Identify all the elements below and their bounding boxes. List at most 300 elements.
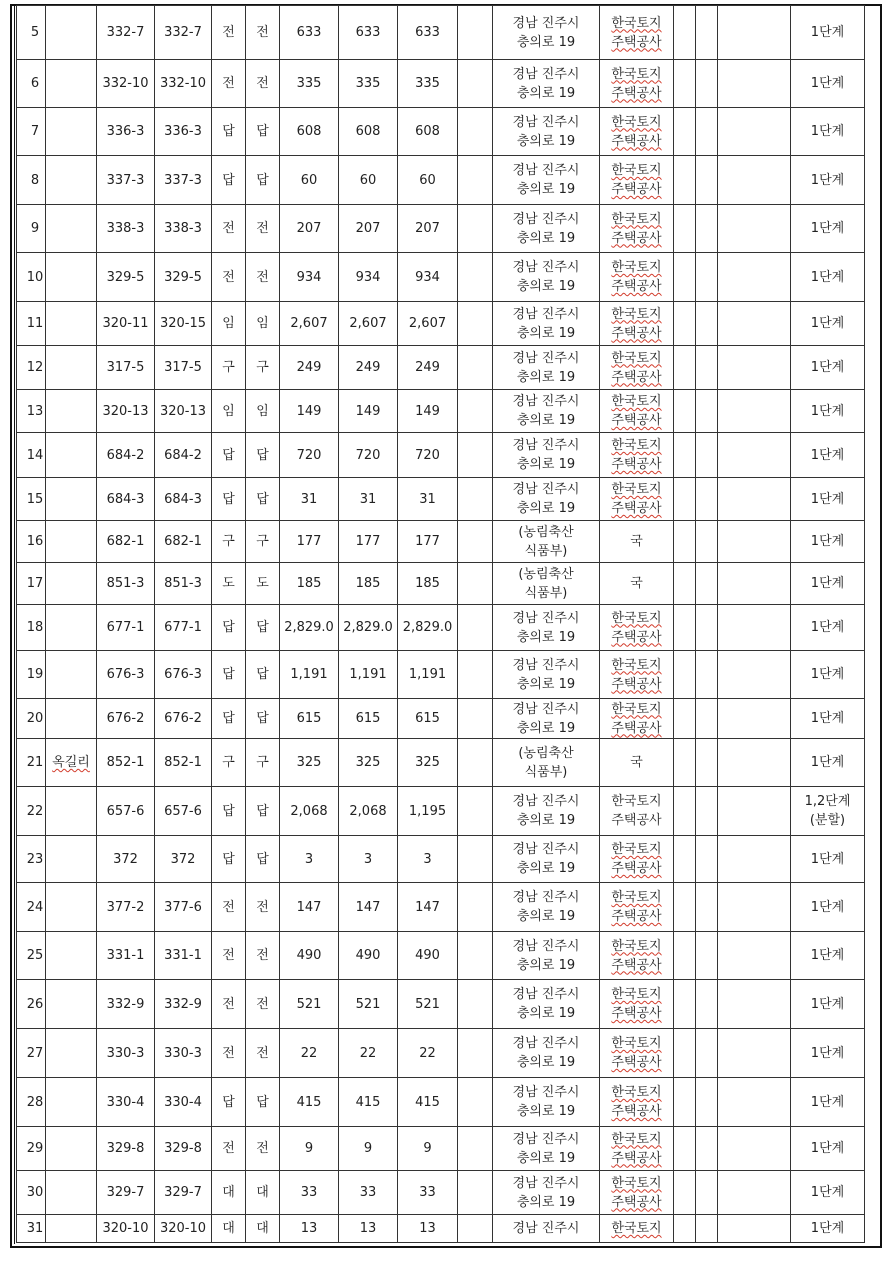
cell-jibun-before xyxy=(97,932,155,980)
area-included: 2,607 xyxy=(408,316,447,331)
owner-name-line: 한국토지 xyxy=(611,1085,662,1100)
owner-address-line: 충의로 19 xyxy=(516,501,576,516)
table-row xyxy=(17,6,865,60)
stage-label: 1단계 xyxy=(810,403,845,419)
jibun-before: 332-9 xyxy=(106,996,145,1012)
jimok-actual: 전 xyxy=(256,899,269,915)
owner-name-line: 한국토지 xyxy=(611,938,662,954)
area-official: 720 xyxy=(355,447,381,463)
cell-jimok-actual xyxy=(246,521,280,563)
owner-address-line: 충의로 19 xyxy=(516,279,576,294)
cell-empty xyxy=(718,1171,791,1215)
area-official: 207 xyxy=(355,221,381,236)
jibun-before: 852-1 xyxy=(106,755,145,770)
area-included: 185 xyxy=(415,576,440,591)
cell-jibun-before xyxy=(97,205,155,253)
cell-jibun-before xyxy=(97,1127,155,1171)
area-official: 608 xyxy=(355,124,381,139)
owner-name-line: 한국토지 xyxy=(611,306,662,322)
cell-empty xyxy=(674,605,696,651)
area-official: 249 xyxy=(355,360,381,375)
cell-empty xyxy=(674,836,696,883)
cell-number xyxy=(17,205,46,253)
cell-area-included xyxy=(398,1127,458,1171)
cell-jibun-after xyxy=(155,1171,212,1215)
cell-jibun-after xyxy=(155,346,212,390)
area-total: 2,068 xyxy=(290,803,328,819)
row-number: 20 xyxy=(26,711,44,726)
cell-jibun-after xyxy=(155,6,212,60)
cell-empty xyxy=(674,108,696,156)
owner-name-line: 한국토지 xyxy=(611,350,662,366)
stage-label: 1단계 xyxy=(810,1185,845,1200)
row-number: 15 xyxy=(26,491,44,507)
jibun-before: 337-3 xyxy=(106,172,145,188)
cell-jibun-after xyxy=(155,563,212,605)
jibun-before: 677-1 xyxy=(106,620,145,635)
cell-owner-address xyxy=(493,980,600,1029)
cell-jibun-after xyxy=(155,739,212,787)
cell-owner-name xyxy=(600,1029,674,1078)
jimok-actual: 답 xyxy=(256,711,269,726)
stage-label: 1단계 xyxy=(810,316,845,331)
cell-jimok-official xyxy=(212,1127,246,1171)
row-number: 14 xyxy=(26,447,44,463)
jimok-official: 구 xyxy=(222,534,235,549)
owner-name-line: 주택공사 xyxy=(611,369,662,385)
cell-empty xyxy=(458,433,493,478)
cell-jibun-before xyxy=(97,1171,155,1215)
area-official: 521 xyxy=(355,996,381,1012)
owner-name-line: 한국토지 xyxy=(611,610,662,626)
owner-name-line: 주택공사 xyxy=(611,279,662,294)
cell-area-included xyxy=(398,787,458,836)
owner-name-line: 주택공사 xyxy=(611,676,662,692)
cell-ri xyxy=(46,6,97,60)
cell-empty xyxy=(458,739,493,787)
cell-empty xyxy=(674,980,696,1029)
cell-area-included xyxy=(398,60,458,108)
stage-label: 1단계 xyxy=(810,620,845,635)
cell-jibun-after xyxy=(155,156,212,205)
cell-owner-name xyxy=(600,1171,674,1215)
cell-jibun-before xyxy=(97,60,155,108)
owner-name-line: 주택공사 xyxy=(611,34,662,50)
area-included: 3 xyxy=(423,851,432,867)
cell-empty xyxy=(696,156,718,205)
owner-address-line: (농림축산 xyxy=(518,745,574,761)
cell-jimok-actual xyxy=(246,156,280,205)
cell-owner-name xyxy=(600,205,674,253)
cell-stage xyxy=(791,6,865,60)
area-total: 9 xyxy=(304,1141,314,1156)
table-row xyxy=(17,60,865,108)
owner-address-line: 경남 진주시 xyxy=(512,211,580,227)
cell-empty xyxy=(696,108,718,156)
cell-area-included xyxy=(398,1029,458,1078)
cell-jibun-before xyxy=(97,108,155,156)
table-row xyxy=(17,605,865,651)
owner-name-line: 주택공사 xyxy=(611,1055,662,1070)
cell-area-official xyxy=(339,302,398,346)
area-total: 60 xyxy=(300,172,318,188)
cell-empty xyxy=(696,302,718,346)
owner-address-line: 경남 진주시 xyxy=(512,610,580,626)
cell-empty xyxy=(718,60,791,108)
cell-ri xyxy=(46,739,97,787)
row-number: 28 xyxy=(26,1094,44,1110)
owner-name-line: 한국토지 xyxy=(611,211,662,227)
area-total: 177 xyxy=(296,534,322,549)
owner-address-line: (농림축산 xyxy=(518,524,574,540)
cell-number xyxy=(17,883,46,932)
jimok-official: 답 xyxy=(222,491,235,507)
jibun-before: 676-2 xyxy=(106,711,145,726)
stage-label: 1단계 xyxy=(810,996,845,1012)
owner-address-line: 충의로 19 xyxy=(516,1006,576,1021)
area-total: 521 xyxy=(296,996,322,1012)
cell-empty xyxy=(696,6,718,60)
cell-area-official xyxy=(339,205,398,253)
cell-jimok-actual xyxy=(246,980,280,1029)
cell-area-official xyxy=(339,699,398,739)
cell-jibun-after xyxy=(155,605,212,651)
cell-empty xyxy=(674,1127,696,1171)
cell-owner-address xyxy=(493,108,600,156)
cell-empty xyxy=(674,478,696,521)
cell-owner-address xyxy=(493,932,600,980)
cell-jimok-actual xyxy=(246,1029,280,1078)
cell-owner-address xyxy=(493,605,600,651)
cell-owner-address xyxy=(493,346,600,390)
cell-jimok-actual xyxy=(246,787,280,836)
cell-empty xyxy=(696,253,718,302)
stage-label: 1단계 xyxy=(810,899,845,915)
land-parcel-table xyxy=(16,5,865,1243)
cell-empty xyxy=(696,60,718,108)
cell-empty xyxy=(674,253,696,302)
area-official: 934 xyxy=(355,269,381,285)
table-row xyxy=(17,787,865,836)
cell-empty xyxy=(458,980,493,1029)
area-total: 934 xyxy=(296,269,322,285)
table-row xyxy=(17,883,865,932)
jibun-before: 682-1 xyxy=(106,534,145,549)
owner-address-line: 경남 진주시 xyxy=(512,890,580,905)
jibun-after: 677-1 xyxy=(164,620,202,635)
owner-address-line: 경남 진주시 xyxy=(512,114,580,130)
owner-name-line: 한국토지 xyxy=(611,657,662,673)
jibun-after: 332-9 xyxy=(164,996,202,1012)
jibun-before: 684-2 xyxy=(106,447,145,463)
jibun-after: 338-3 xyxy=(164,221,202,236)
cell-owner-name xyxy=(600,390,674,433)
owner-address-line: 경남 진주시 xyxy=(512,163,580,178)
area-official: 185 xyxy=(355,576,381,591)
owner-name-line: 한국토지 xyxy=(611,701,662,717)
area-included: 934 xyxy=(415,269,440,285)
jibun-after: 657-6 xyxy=(164,803,202,819)
cell-empty xyxy=(674,1078,696,1127)
ri-name: 옥길리 xyxy=(52,755,90,770)
owner-address-line: 경남 진주시 xyxy=(512,15,580,31)
cell-jimok-actual xyxy=(246,651,280,699)
cell-jimok-official xyxy=(212,478,246,521)
cell-owner-name xyxy=(600,346,674,390)
jibun-before: 332-7 xyxy=(106,25,145,40)
table-row xyxy=(17,346,865,390)
cell-area-included xyxy=(398,156,458,205)
jimok-actual: 전 xyxy=(256,1141,269,1156)
cell-jimok-official xyxy=(212,932,246,980)
cell-area-total xyxy=(280,1029,339,1078)
cell-jimok-official xyxy=(212,1215,246,1243)
cell-jibun-before xyxy=(97,651,155,699)
cell-area-total xyxy=(280,205,339,253)
row-number: 12 xyxy=(26,360,44,375)
cell-owner-address xyxy=(493,883,600,932)
stage-label: 1단계 xyxy=(810,1141,845,1156)
cell-empty xyxy=(718,478,791,521)
area-official: 415 xyxy=(355,1094,381,1110)
stage-label: (분할) xyxy=(809,813,846,828)
cell-empty xyxy=(718,1215,791,1243)
cell-empty xyxy=(674,699,696,739)
area-included: 9 xyxy=(423,1141,432,1156)
jimok-actual: 답 xyxy=(256,620,269,635)
cell-area-included xyxy=(398,390,458,433)
cell-area-included xyxy=(398,521,458,563)
jibun-before: 320-10 xyxy=(102,1221,149,1236)
jibun-after: 317-5 xyxy=(164,360,202,375)
cell-jibun-after xyxy=(155,253,212,302)
owner-address-line: 경남 진주시 xyxy=(512,1085,580,1100)
jibun-after: 330-3 xyxy=(164,1045,202,1061)
jimok-official: 대 xyxy=(222,1185,235,1200)
jimok-official: 구 xyxy=(222,755,235,770)
cell-area-official xyxy=(339,932,398,980)
cell-stage xyxy=(791,1127,865,1171)
cell-stage xyxy=(791,390,865,433)
cell-jimok-official xyxy=(212,433,246,478)
cell-empty xyxy=(696,1215,718,1243)
jibun-after: 329-5 xyxy=(164,269,202,285)
jimok-official: 답 xyxy=(222,803,235,819)
owner-address-line: 충의로 19 xyxy=(516,1194,576,1210)
cell-empty xyxy=(458,605,493,651)
cell-jibun-before xyxy=(97,787,155,836)
cell-number xyxy=(17,302,46,346)
cell-jimok-actual xyxy=(246,346,280,390)
row-number: 24 xyxy=(26,899,44,915)
row-number: 5 xyxy=(30,25,40,40)
cell-jibun-after xyxy=(155,1127,212,1171)
owner-address-line: 경남 진주시 xyxy=(512,482,580,497)
cell-owner-address xyxy=(493,521,600,563)
cell-jibun-after xyxy=(155,1078,212,1127)
jibun-after: 676-2 xyxy=(164,711,202,726)
jimok-official: 답 xyxy=(222,172,235,188)
cell-owner-name xyxy=(600,836,674,883)
cell-area-included xyxy=(398,6,458,60)
table-row xyxy=(17,1215,865,1243)
cell-empty xyxy=(458,883,493,932)
owner-name-line: 국 xyxy=(630,755,643,770)
jibun-before: 330-4 xyxy=(106,1094,145,1110)
owner-address-line: 충의로 19 xyxy=(516,133,576,149)
cell-owner-address xyxy=(493,787,600,836)
owner-address-line: 충의로 19 xyxy=(516,1104,576,1119)
cell-owner-name xyxy=(600,302,674,346)
owner-name-line: 한국토지 xyxy=(611,482,662,497)
jimok-actual: 답 xyxy=(256,491,269,507)
area-official: 13 xyxy=(359,1221,377,1236)
cell-empty xyxy=(674,1171,696,1215)
cell-empty xyxy=(718,433,791,478)
cell-number xyxy=(17,521,46,563)
cell-jimok-official xyxy=(212,346,246,390)
cell-empty xyxy=(674,932,696,980)
owner-address-line: 경남 진주시 xyxy=(512,66,580,82)
cell-jimok-official xyxy=(212,739,246,787)
jimok-official: 전 xyxy=(222,76,235,91)
cell-area-total xyxy=(280,1078,339,1127)
cell-jibun-before xyxy=(97,6,155,60)
cell-stage xyxy=(791,302,865,346)
row-number: 13 xyxy=(26,403,44,419)
cell-jimok-actual xyxy=(246,60,280,108)
cell-jibun-after xyxy=(155,478,212,521)
cell-empty xyxy=(718,521,791,563)
owner-name-line: 주택공사 xyxy=(611,133,662,149)
table-row xyxy=(17,836,865,883)
jimok-actual: 답 xyxy=(256,803,269,819)
cell-area-included xyxy=(398,302,458,346)
cell-area-total xyxy=(280,346,339,390)
cell-area-official xyxy=(339,883,398,932)
cell-jimok-actual xyxy=(246,390,280,433)
owner-name-line: 주택공사 xyxy=(611,1104,662,1119)
jibun-before: 331-1 xyxy=(106,948,145,963)
jibun-before: 317-5 xyxy=(106,360,145,375)
table-row xyxy=(17,563,865,605)
cell-owner-name xyxy=(600,108,674,156)
jimok-official: 답 xyxy=(222,447,235,463)
cell-area-total xyxy=(280,932,339,980)
owner-name-line: 한국토지 xyxy=(611,394,662,409)
jibun-after: 682-1 xyxy=(164,534,202,549)
cell-empty xyxy=(718,699,791,739)
cell-jibun-after xyxy=(155,836,212,883)
cell-empty xyxy=(458,390,493,433)
owner-name-line: 주택공사 xyxy=(611,861,662,876)
cell-area-total xyxy=(280,836,339,883)
row-number: 9 xyxy=(30,221,40,236)
cell-stage xyxy=(791,478,865,521)
cell-empty xyxy=(674,6,696,60)
jibun-before: 657-6 xyxy=(106,803,145,819)
stage-label: 1단계 xyxy=(810,667,845,682)
cell-area-included xyxy=(398,699,458,739)
cell-empty xyxy=(696,390,718,433)
row-number: 10 xyxy=(26,269,44,285)
area-official: 2,607 xyxy=(349,316,387,331)
jimok-actual: 전 xyxy=(256,76,269,91)
jimok-official: 전 xyxy=(222,948,235,963)
jibun-after: 337-3 xyxy=(164,172,202,188)
jibun-before: 329-7 xyxy=(106,1185,145,1200)
cell-jimok-actual xyxy=(246,1215,280,1243)
cell-jimok-official xyxy=(212,6,246,60)
area-official: 31 xyxy=(359,491,377,507)
area-total: 633 xyxy=(296,25,322,40)
cell-empty xyxy=(718,302,791,346)
cell-empty xyxy=(674,60,696,108)
cell-stage xyxy=(791,651,865,699)
cell-ri xyxy=(46,60,97,108)
table-row xyxy=(17,980,865,1029)
cell-stage xyxy=(791,156,865,205)
area-included: 615 xyxy=(415,711,440,726)
cell-ri xyxy=(46,836,97,883)
jimok-actual: 전 xyxy=(256,269,269,285)
page-margin xyxy=(884,0,893,1261)
jibun-after: 684-3 xyxy=(164,491,202,507)
cell-number xyxy=(17,60,46,108)
owner-address-line: 경남 진주시 xyxy=(512,794,580,809)
cell-jimok-official xyxy=(212,883,246,932)
area-official: 22 xyxy=(359,1045,377,1061)
owner-address-line: 경남 진주시 xyxy=(512,938,580,954)
owner-address-line: 충의로 19 xyxy=(516,457,576,472)
cell-jibun-before xyxy=(97,433,155,478)
area-included: 207 xyxy=(415,221,440,236)
cell-jibun-after xyxy=(155,651,212,699)
cell-area-official xyxy=(339,1215,398,1243)
area-total: 3 xyxy=(304,851,314,867)
cell-jibun-after xyxy=(155,1215,212,1243)
cell-area-included xyxy=(398,1171,458,1215)
cell-area-included xyxy=(398,563,458,605)
area-included: 31 xyxy=(419,491,436,507)
cell-stage xyxy=(791,563,865,605)
cell-empty xyxy=(696,1127,718,1171)
cell-empty xyxy=(674,563,696,605)
cell-area-included xyxy=(398,739,458,787)
cell-jibun-before xyxy=(97,390,155,433)
cell-stage xyxy=(791,980,865,1029)
cell-area-included xyxy=(398,478,458,521)
cell-jibun-before xyxy=(97,1029,155,1078)
cell-owner-address xyxy=(493,433,600,478)
owner-address-line: 충의로 19 xyxy=(516,85,576,101)
area-official: 147 xyxy=(355,899,381,915)
cell-number xyxy=(17,1215,46,1243)
cell-owner-name xyxy=(600,60,674,108)
jimok-official: 답 xyxy=(222,711,235,726)
cell-jimok-actual xyxy=(246,883,280,932)
jibun-before: 684-3 xyxy=(106,491,145,507)
cell-jibun-before xyxy=(97,1078,155,1127)
jibun-after: 852-1 xyxy=(164,755,202,770)
stage-label: 1단계 xyxy=(810,576,845,591)
table-row xyxy=(17,699,865,739)
area-official: 2,829.0 xyxy=(343,620,393,635)
area-total: 1,191 xyxy=(290,667,328,682)
area-total: 207 xyxy=(296,221,322,236)
cell-ri xyxy=(46,883,97,932)
table-body xyxy=(17,6,865,1243)
